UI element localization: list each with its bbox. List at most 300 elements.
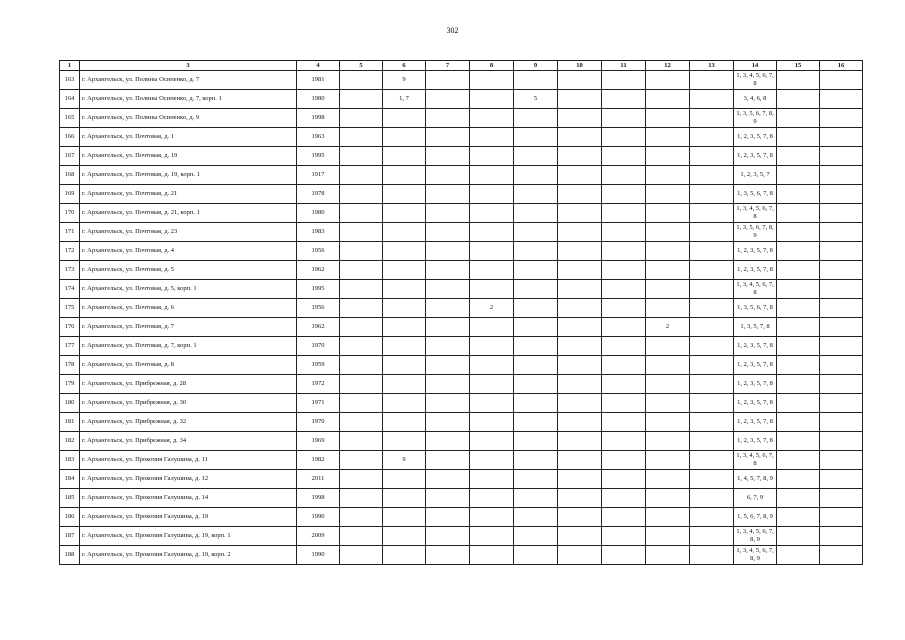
value-cell-c14: 3, 4, 6, 8 bbox=[734, 90, 777, 109]
value-cell-c6 bbox=[383, 337, 426, 356]
table-row bbox=[60, 508, 863, 527]
address-cell: г. Архангельск, ул. Почтовая, д. 19, корп. 1 bbox=[80, 166, 297, 185]
table-row bbox=[60, 318, 863, 337]
empty-cell bbox=[426, 261, 470, 280]
address-cell: г. Архангельск, ул. Почтовая, д. 4 bbox=[80, 242, 297, 261]
empty-cell bbox=[602, 147, 646, 166]
empty-cell bbox=[558, 204, 602, 223]
empty-cell bbox=[426, 432, 470, 451]
empty-cell bbox=[558, 527, 602, 546]
year-cell: 1917 bbox=[297, 166, 340, 185]
empty-cell bbox=[426, 71, 470, 90]
column-header: 1 bbox=[60, 61, 80, 71]
empty-cell bbox=[426, 508, 470, 527]
year-cell: 1972 bbox=[297, 375, 340, 394]
value-cell-c6 bbox=[383, 185, 426, 204]
value-cell-c6: 9 bbox=[383, 71, 426, 90]
row-number-cell: 164 bbox=[60, 90, 80, 109]
value-cell-c6 bbox=[383, 394, 426, 413]
empty-cell bbox=[340, 432, 383, 451]
empty-cell bbox=[777, 128, 820, 147]
empty-cell bbox=[426, 242, 470, 261]
empty-cell bbox=[690, 375, 734, 394]
address-cell: г. Архангельск, ул. Прибрежная, д. 32 bbox=[80, 413, 297, 432]
value-cell-c8 bbox=[470, 261, 514, 280]
value-cell-c9 bbox=[514, 413, 558, 432]
value-cell-c8 bbox=[470, 451, 514, 470]
empty-cell bbox=[340, 546, 383, 565]
empty-cell bbox=[340, 147, 383, 166]
value-cell-c8: 2 bbox=[470, 299, 514, 318]
value-cell-c8 bbox=[470, 318, 514, 337]
value-cell-c9 bbox=[514, 147, 558, 166]
empty-cell bbox=[820, 508, 863, 527]
empty-cell bbox=[558, 318, 602, 337]
empty-cell bbox=[426, 223, 470, 242]
empty-cell bbox=[340, 356, 383, 375]
value-cell-c9 bbox=[514, 261, 558, 280]
row-number-cell: 176 bbox=[60, 318, 80, 337]
column-header: 16 bbox=[820, 61, 863, 71]
year-cell: 1956 bbox=[297, 242, 340, 261]
address-cell: г. Архангельск, ул. Прокопия Галушина, д. 19 bbox=[80, 508, 297, 527]
value-cell-c14: 1, 3, 4, 5, 6, 7, 8 bbox=[734, 71, 777, 90]
empty-cell bbox=[820, 489, 863, 508]
value-cell-c6 bbox=[383, 147, 426, 166]
value-cell-c8 bbox=[470, 470, 514, 489]
value-cell-c8 bbox=[470, 185, 514, 204]
value-cell-c9 bbox=[514, 185, 558, 204]
empty-cell bbox=[426, 128, 470, 147]
empty-cell bbox=[820, 470, 863, 489]
empty-cell bbox=[820, 318, 863, 337]
address-cell: г. Архангельск, ул. Почтовая, д. 5, корп. 1 bbox=[80, 280, 297, 299]
empty-cell bbox=[558, 489, 602, 508]
address-cell: г. Архангельск, ул. Прибрежная, д. 28 bbox=[80, 375, 297, 394]
column-header: 7 bbox=[426, 61, 470, 71]
column-header: 3 bbox=[80, 61, 297, 71]
address-cell: г. Архангельск, ул. Почтовая, д. 19 bbox=[80, 147, 297, 166]
table-row bbox=[60, 204, 863, 223]
empty-cell bbox=[820, 356, 863, 375]
value-cell-c12 bbox=[646, 508, 690, 527]
value-cell-c12 bbox=[646, 147, 690, 166]
value-cell-c12 bbox=[646, 356, 690, 375]
year-cell: 1969 bbox=[297, 432, 340, 451]
empty-cell bbox=[340, 318, 383, 337]
value-cell-c8 bbox=[470, 280, 514, 299]
address-cell: г. Архангельск, ул. Почтовая, д. 7, корп. 1 bbox=[80, 337, 297, 356]
empty-cell bbox=[340, 451, 383, 470]
year-cell: 1962 bbox=[297, 261, 340, 280]
row-number-cell: 181 bbox=[60, 413, 80, 432]
value-cell-c8 bbox=[470, 242, 514, 261]
address-cell: г. Архангельск, ул. Полины Осипенко, д. 9 bbox=[80, 109, 297, 128]
empty-cell bbox=[602, 223, 646, 242]
empty-cell bbox=[602, 337, 646, 356]
value-cell-c12: 2 bbox=[646, 318, 690, 337]
row-number-cell: 187 bbox=[60, 527, 80, 546]
empty-cell bbox=[777, 90, 820, 109]
empty-cell bbox=[426, 470, 470, 489]
value-cell-c6 bbox=[383, 261, 426, 280]
address-cell: г. Архангельск, ул. Почтовая, д. 6 bbox=[80, 299, 297, 318]
empty-cell bbox=[602, 356, 646, 375]
empty-cell bbox=[777, 147, 820, 166]
value-cell-c14: 1, 2, 3, 5, 7, 8 bbox=[734, 375, 777, 394]
year-cell: 1980 bbox=[297, 90, 340, 109]
empty-cell bbox=[558, 261, 602, 280]
empty-cell bbox=[690, 128, 734, 147]
year-cell: 1970 bbox=[297, 413, 340, 432]
empty-cell bbox=[690, 261, 734, 280]
value-cell-c14: 1, 2, 3, 5, 7, 8 bbox=[734, 242, 777, 261]
empty-cell bbox=[602, 280, 646, 299]
empty-cell bbox=[602, 128, 646, 147]
empty-cell bbox=[558, 185, 602, 204]
address-cell: г. Архангельск, ул. Прокопия Галушина, д. 19, корп. 2 bbox=[80, 546, 297, 565]
value-cell-c14: 1, 3, 4, 5, 6, 7, 8 bbox=[734, 280, 777, 299]
empty-cell bbox=[340, 508, 383, 527]
empty-cell bbox=[558, 356, 602, 375]
empty-cell bbox=[690, 413, 734, 432]
year-cell: 1970 bbox=[297, 337, 340, 356]
empty-cell bbox=[820, 280, 863, 299]
table-row bbox=[60, 223, 863, 242]
empty-cell bbox=[426, 394, 470, 413]
value-cell-c6 bbox=[383, 489, 426, 508]
empty-cell bbox=[820, 128, 863, 147]
empty-cell bbox=[426, 185, 470, 204]
value-cell-c6: 9 bbox=[383, 451, 426, 470]
empty-cell bbox=[690, 147, 734, 166]
empty-cell bbox=[340, 109, 383, 128]
empty-cell bbox=[777, 261, 820, 280]
value-cell-c6 bbox=[383, 527, 426, 546]
value-cell-c8 bbox=[470, 166, 514, 185]
empty-cell bbox=[777, 432, 820, 451]
empty-cell bbox=[690, 356, 734, 375]
value-cell-c9 bbox=[514, 375, 558, 394]
empty-cell bbox=[340, 489, 383, 508]
empty-cell bbox=[690, 299, 734, 318]
empty-cell bbox=[602, 185, 646, 204]
column-header: 5 bbox=[340, 61, 383, 71]
value-cell-c14: 1, 2, 3, 5, 7, 8 bbox=[734, 261, 777, 280]
value-cell-c12 bbox=[646, 128, 690, 147]
value-cell-c8 bbox=[470, 147, 514, 166]
empty-cell bbox=[426, 166, 470, 185]
empty-cell bbox=[777, 546, 820, 565]
row-number-cell: 183 bbox=[60, 451, 80, 470]
row-number-cell: 175 bbox=[60, 299, 80, 318]
row-number-cell: 163 bbox=[60, 71, 80, 90]
empty-cell bbox=[777, 394, 820, 413]
empty-cell bbox=[558, 432, 602, 451]
value-cell-c6 bbox=[383, 280, 426, 299]
value-cell-c9 bbox=[514, 318, 558, 337]
empty-cell bbox=[602, 318, 646, 337]
value-cell-c14: 1, 5, 6, 7, 8, 9 bbox=[734, 508, 777, 527]
empty-cell bbox=[426, 337, 470, 356]
value-cell-c14: 1, 2, 3, 5, 7, 8 bbox=[734, 432, 777, 451]
value-cell-c8 bbox=[470, 337, 514, 356]
row-number-cell: 184 bbox=[60, 470, 80, 489]
empty-cell bbox=[602, 508, 646, 527]
address-cell: г. Архангельск, ул. Прибрежная, д. 30 bbox=[80, 394, 297, 413]
row-number-cell: 188 bbox=[60, 546, 80, 565]
value-cell-c9 bbox=[514, 432, 558, 451]
table-row bbox=[60, 375, 863, 394]
housing-register-table bbox=[59, 60, 863, 565]
year-cell: 1971 bbox=[297, 394, 340, 413]
column-header: 13 bbox=[690, 61, 734, 71]
year-cell: 1963 bbox=[297, 128, 340, 147]
table-row bbox=[60, 71, 863, 90]
empty-cell bbox=[602, 90, 646, 109]
year-cell: 1978 bbox=[297, 185, 340, 204]
value-cell-c8 bbox=[470, 109, 514, 128]
value-cell-c6 bbox=[383, 109, 426, 128]
empty-cell bbox=[777, 185, 820, 204]
empty-cell bbox=[558, 242, 602, 261]
address-cell: г. Архангельск, ул. Полины Осипенко, д. 7, корп. 1 bbox=[80, 90, 297, 109]
year-cell: 1995 bbox=[297, 147, 340, 166]
empty-cell bbox=[777, 489, 820, 508]
value-cell-c12 bbox=[646, 375, 690, 394]
empty-cell bbox=[820, 375, 863, 394]
value-cell-c6 bbox=[383, 318, 426, 337]
empty-cell bbox=[777, 280, 820, 299]
empty-cell bbox=[558, 299, 602, 318]
value-cell-c12 bbox=[646, 546, 690, 565]
address-cell: г. Архангельск, ул. Прибрежная, д. 34 bbox=[80, 432, 297, 451]
value-cell-c9 bbox=[514, 223, 558, 242]
empty-cell bbox=[690, 280, 734, 299]
value-cell-c6 bbox=[383, 242, 426, 261]
empty-cell bbox=[602, 109, 646, 128]
value-cell-c12 bbox=[646, 527, 690, 546]
table-row bbox=[60, 109, 863, 128]
address-cell: г. Архангельск, ул. Прокопия Галушина, д. 14 bbox=[80, 489, 297, 508]
empty-cell bbox=[426, 299, 470, 318]
value-cell-c14: 1, 3, 4, 5, 6, 7, 8 bbox=[734, 451, 777, 470]
year-cell: 1981 bbox=[297, 71, 340, 90]
value-cell-c8 bbox=[470, 356, 514, 375]
value-cell-c6 bbox=[383, 128, 426, 147]
row-number-cell: 180 bbox=[60, 394, 80, 413]
empty-cell bbox=[340, 261, 383, 280]
empty-cell bbox=[340, 394, 383, 413]
empty-cell bbox=[426, 147, 470, 166]
empty-cell bbox=[777, 356, 820, 375]
empty-cell bbox=[777, 470, 820, 489]
address-cell: г. Архангельск, ул. Полины Осипенко, д. 7 bbox=[80, 71, 297, 90]
empty-cell bbox=[558, 147, 602, 166]
empty-cell bbox=[820, 204, 863, 223]
empty-cell bbox=[777, 413, 820, 432]
column-header: 10 bbox=[558, 61, 602, 71]
empty-cell bbox=[558, 128, 602, 147]
table-row bbox=[60, 337, 863, 356]
empty-cell bbox=[777, 508, 820, 527]
value-cell-c6 bbox=[383, 356, 426, 375]
value-cell-c14: 1, 2, 3, 5, 7, 8 bbox=[734, 356, 777, 375]
empty-cell bbox=[777, 109, 820, 128]
empty-cell bbox=[820, 261, 863, 280]
empty-cell bbox=[426, 489, 470, 508]
empty-cell bbox=[690, 90, 734, 109]
empty-cell bbox=[340, 185, 383, 204]
value-cell-c12 bbox=[646, 261, 690, 280]
empty-cell bbox=[602, 470, 646, 489]
empty-cell bbox=[820, 337, 863, 356]
table-row bbox=[60, 470, 863, 489]
value-cell-c8 bbox=[470, 128, 514, 147]
value-cell-c9 bbox=[514, 546, 558, 565]
value-cell-c14: 1, 3, 4, 5, 6, 7, 8, 9 bbox=[734, 527, 777, 546]
value-cell-c6: 1, 7 bbox=[383, 90, 426, 109]
value-cell-c6 bbox=[383, 470, 426, 489]
empty-cell bbox=[777, 299, 820, 318]
value-cell-c6 bbox=[383, 508, 426, 527]
column-header: 4 bbox=[297, 61, 340, 71]
empty-cell bbox=[820, 394, 863, 413]
column-header: 9 bbox=[514, 61, 558, 71]
year-cell: 1983 bbox=[297, 223, 340, 242]
empty-cell bbox=[820, 185, 863, 204]
empty-cell bbox=[602, 432, 646, 451]
value-cell-c9 bbox=[514, 489, 558, 508]
empty-cell bbox=[777, 527, 820, 546]
row-number-cell: 169 bbox=[60, 185, 80, 204]
empty-cell bbox=[340, 223, 383, 242]
row-number-cell: 168 bbox=[60, 166, 80, 185]
value-cell-c9 bbox=[514, 451, 558, 470]
value-cell-c6 bbox=[383, 432, 426, 451]
value-cell-c6 bbox=[383, 546, 426, 565]
table-row bbox=[60, 147, 863, 166]
table-row bbox=[60, 489, 863, 508]
value-cell-c12 bbox=[646, 451, 690, 470]
address-cell: г. Архангельск, ул. Почтовая, д. 23 bbox=[80, 223, 297, 242]
value-cell-c9 bbox=[514, 280, 558, 299]
empty-cell bbox=[602, 413, 646, 432]
empty-cell bbox=[426, 318, 470, 337]
year-cell: 1980 bbox=[297, 204, 340, 223]
empty-cell bbox=[340, 90, 383, 109]
value-cell-c14: 1, 4, 5, 7, 8, 9 bbox=[734, 470, 777, 489]
empty-cell bbox=[690, 432, 734, 451]
year-cell: 2009 bbox=[297, 527, 340, 546]
empty-cell bbox=[690, 318, 734, 337]
value-cell-c12 bbox=[646, 90, 690, 109]
empty-cell bbox=[690, 166, 734, 185]
value-cell-c8 bbox=[470, 546, 514, 565]
empty-cell bbox=[558, 280, 602, 299]
value-cell-c12 bbox=[646, 242, 690, 261]
column-header: 15 bbox=[777, 61, 820, 71]
empty-cell bbox=[690, 242, 734, 261]
empty-cell bbox=[690, 489, 734, 508]
empty-cell bbox=[602, 489, 646, 508]
empty-cell bbox=[340, 527, 383, 546]
value-cell-c9 bbox=[514, 204, 558, 223]
value-cell-c14: 1, 3, 4, 5, 6, 7, 8, 9 bbox=[734, 546, 777, 565]
table-row bbox=[60, 527, 863, 546]
year-cell: 1962 bbox=[297, 318, 340, 337]
empty-cell bbox=[340, 299, 383, 318]
value-cell-c12 bbox=[646, 280, 690, 299]
empty-cell bbox=[820, 109, 863, 128]
table-row bbox=[60, 432, 863, 451]
column-header: 12 bbox=[646, 61, 690, 71]
column-header: 11 bbox=[602, 61, 646, 71]
empty-cell bbox=[602, 299, 646, 318]
row-number-cell: 172 bbox=[60, 242, 80, 261]
row-number-cell: 177 bbox=[60, 337, 80, 356]
empty-cell bbox=[602, 242, 646, 261]
empty-cell bbox=[426, 90, 470, 109]
value-cell-c12 bbox=[646, 109, 690, 128]
table-row bbox=[60, 128, 863, 147]
table-row bbox=[60, 546, 863, 565]
table-row bbox=[60, 261, 863, 280]
empty-cell bbox=[426, 109, 470, 128]
empty-cell bbox=[777, 318, 820, 337]
value-cell-c8 bbox=[470, 489, 514, 508]
empty-cell bbox=[690, 223, 734, 242]
value-cell-c12 bbox=[646, 413, 690, 432]
address-cell: г. Архангельск, ул. Почтовая, д. 21 bbox=[80, 185, 297, 204]
row-number-cell: 178 bbox=[60, 356, 80, 375]
value-cell-c14: 1, 3, 5, 6, 7, 8, 9 bbox=[734, 223, 777, 242]
value-cell-c9 bbox=[514, 470, 558, 489]
address-cell: г. Архангельск, ул. Прокопия Галушина, д. 19, корп. 1 bbox=[80, 527, 297, 546]
address-cell: г. Архангельск, ул. Почтовая, д. 7 bbox=[80, 318, 297, 337]
value-cell-c14: 1, 3, 5, 6, 7, 8 bbox=[734, 299, 777, 318]
value-cell-c6 bbox=[383, 204, 426, 223]
empty-cell bbox=[340, 128, 383, 147]
column-header: 8 bbox=[470, 61, 514, 71]
row-number-cell: 186 bbox=[60, 508, 80, 527]
table-row bbox=[60, 356, 863, 375]
empty-cell bbox=[690, 185, 734, 204]
empty-cell bbox=[777, 451, 820, 470]
empty-cell bbox=[558, 223, 602, 242]
empty-cell bbox=[820, 223, 863, 242]
value-cell-c12 bbox=[646, 223, 690, 242]
value-cell-c12 bbox=[646, 432, 690, 451]
year-cell: 2011 bbox=[297, 470, 340, 489]
empty-cell bbox=[558, 413, 602, 432]
empty-cell bbox=[820, 527, 863, 546]
value-cell-c9 bbox=[514, 508, 558, 527]
header-row bbox=[60, 61, 863, 71]
empty-cell bbox=[690, 394, 734, 413]
value-cell-c14: 1, 2, 3, 5, 7, 8 bbox=[734, 394, 777, 413]
value-cell-c14: 1, 2, 3, 5, 7 bbox=[734, 166, 777, 185]
year-cell: 1990 bbox=[297, 546, 340, 565]
empty-cell bbox=[820, 432, 863, 451]
year-cell: 1982 bbox=[297, 451, 340, 470]
value-cell-c9 bbox=[514, 242, 558, 261]
empty-cell bbox=[426, 546, 470, 565]
row-number-cell: 166 bbox=[60, 128, 80, 147]
row-number-cell: 182 bbox=[60, 432, 80, 451]
value-cell-c6 bbox=[383, 299, 426, 318]
value-cell-c6 bbox=[383, 375, 426, 394]
